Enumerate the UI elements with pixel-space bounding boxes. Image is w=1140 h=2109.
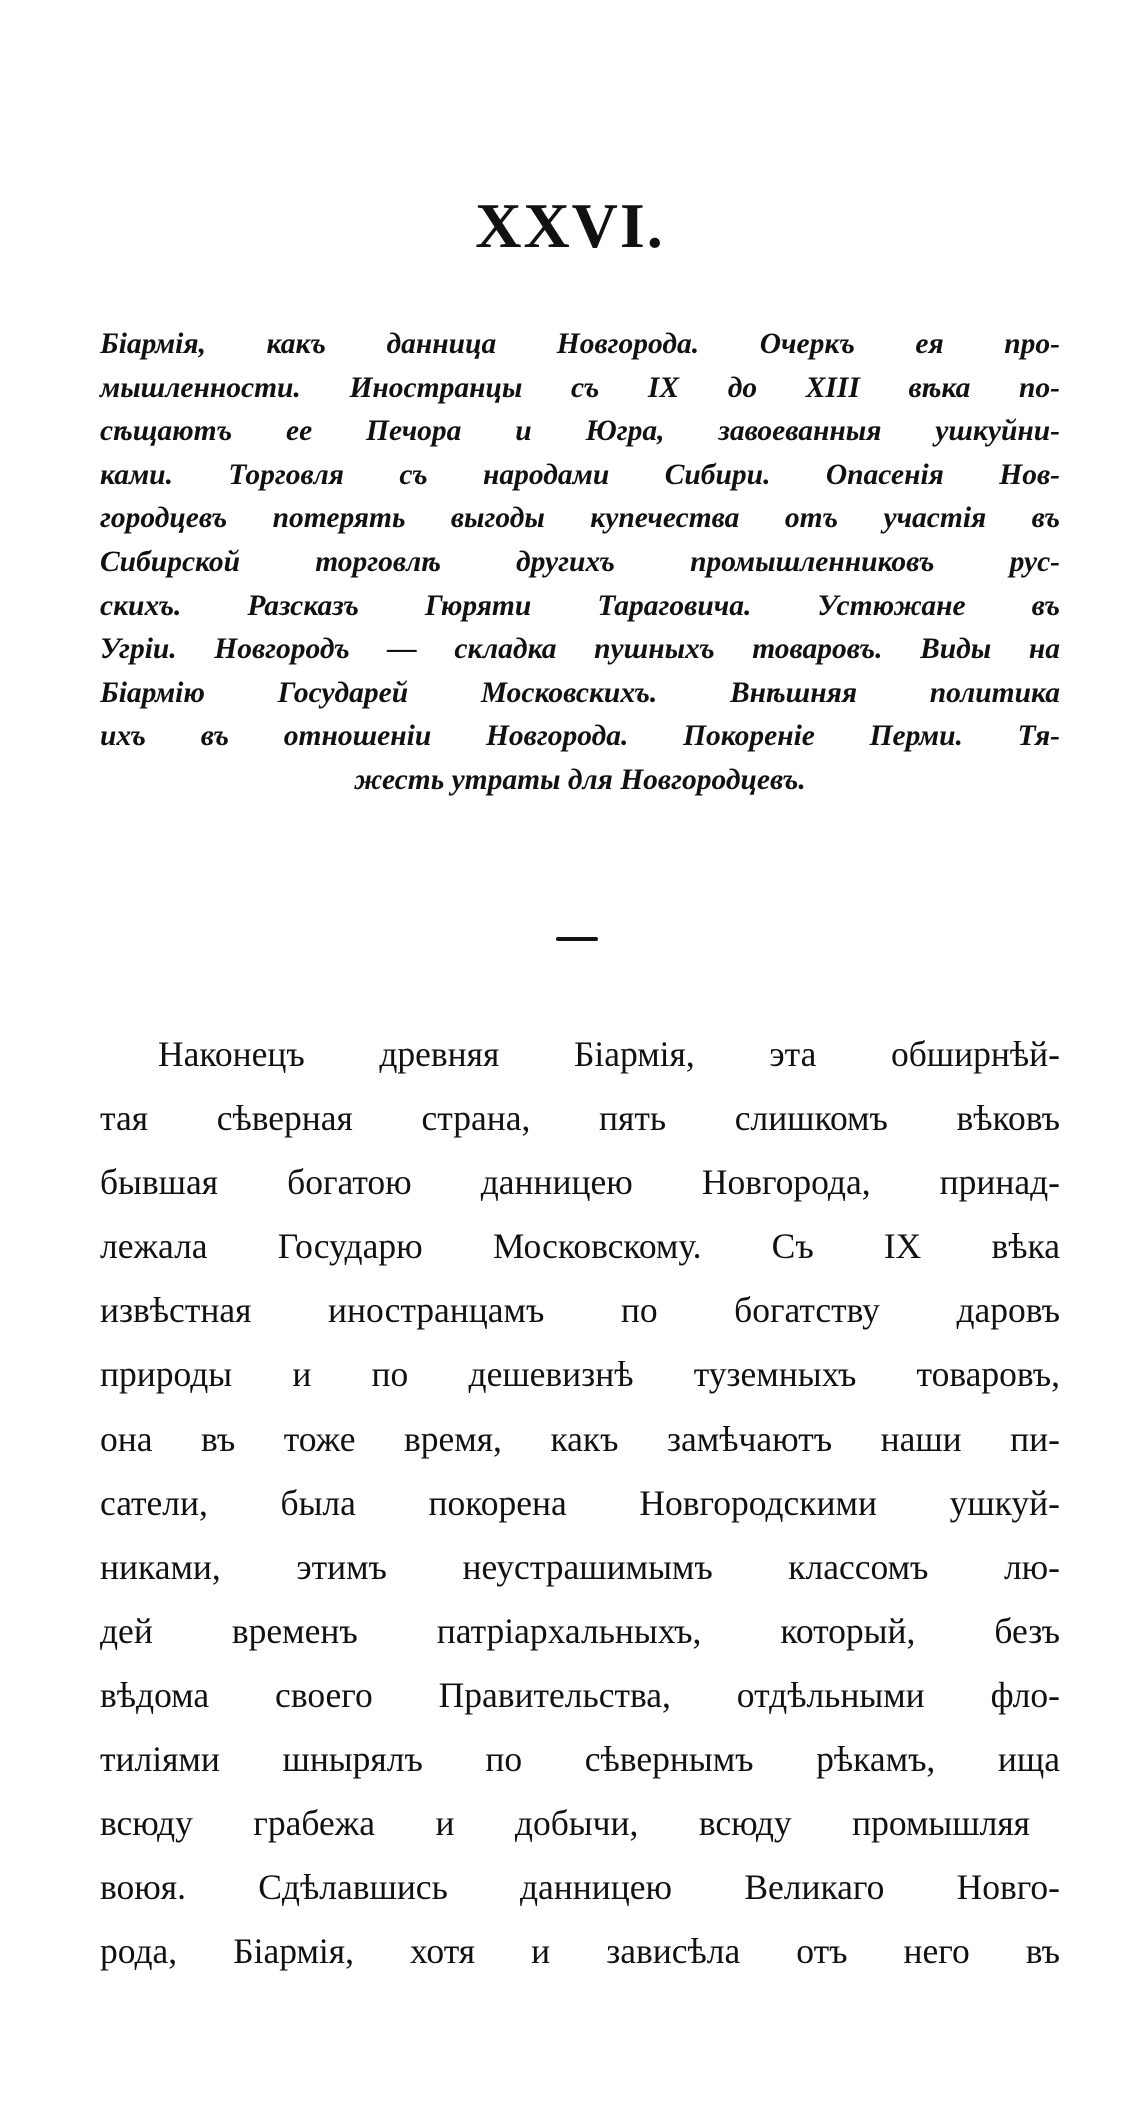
summary-line: Сибирской торговлѣ другихъ промышленниковъ рус-: [100, 545, 1060, 578]
summary-line: Біармію Государей Московскихъ. Внѣшняя политика: [100, 676, 1060, 709]
chapter-summary: [100, 323, 1060, 803]
body-line: вѣдома своего Правительства, отдѣльными фло-: [100, 1674, 1060, 1715]
summary-line: Біармія, какъ данница Новгорода. Очеркъ ея про-: [100, 328, 1060, 360]
summary-line: сѣщаютъ ее Печора и Югра, завоеванныя ушкуйни-: [100, 415, 1060, 448]
body-line: природы и по дешевизнѣ туземныхъ товаровъ,: [100, 1354, 1060, 1395]
summary-line: ихъ въ отношеніи Новгорода. Покореніе Перми. Тя-: [100, 720, 1060, 753]
body-line: всюду грабежа и добычи, всюду промышляя: [100, 1803, 1030, 1844]
summary-line: скихъ. Разсказъ Гюряти Тараговича. Устюжане въ: [100, 589, 1060, 622]
body-line: тиліями шнырялъ по сѣвернымъ рѣкамъ, ища: [100, 1739, 1060, 1780]
summary-line: жесть утраты для Новгородцевъ.: [354, 763, 806, 796]
body-line: извѣстная иностранцамъ по богатству даровъ: [100, 1290, 1060, 1331]
body-line: бывшая богатою данницею Новгорода, принад-: [100, 1162, 1060, 1203]
body-line: воюя. Сдѣлавшись данницею Великаго Новго-: [100, 1867, 1060, 1908]
summary-line: Угріи. Новгородъ — складка пушныхъ товаровъ. Виды на: [100, 633, 1060, 666]
body-text: [100, 1022, 1060, 1983]
body-line: она въ тоже время, какъ замѣчаютъ наши пи-: [100, 1418, 1060, 1459]
chapter-number: XXVI.: [475, 190, 665, 261]
summary-line: мышленности. Иностранцы съ IX до XIII вѣка по-: [100, 371, 1060, 404]
summary-line: ками. Торговля съ народами Сибири. Опасенія Нов-: [100, 458, 1060, 491]
section-divider: [556, 937, 598, 941]
body-line: никами, этимъ неустрашимымъ классомъ лю-: [100, 1546, 1060, 1587]
body-line: дей временъ патріархальныхъ, который, безъ: [100, 1610, 1060, 1651]
body-line: тая сѣверная страна, пять слишкомъ вѣковъ: [100, 1098, 1060, 1139]
body-line: Наконецъ древняя Біармія, эта обширнѣй-: [158, 1034, 1060, 1074]
body-line: сатели, была покорена Новгородскими ушкуй-: [100, 1482, 1060, 1523]
summary-line: городцевъ потерять выгоды купечества отъ участія въ: [100, 502, 1060, 535]
body-line: лежала Государю Московскому. Съ IX вѣка: [100, 1226, 1060, 1267]
body-line: рода, Біармія, хотя и зависѣла отъ него въ: [100, 1931, 1060, 1972]
